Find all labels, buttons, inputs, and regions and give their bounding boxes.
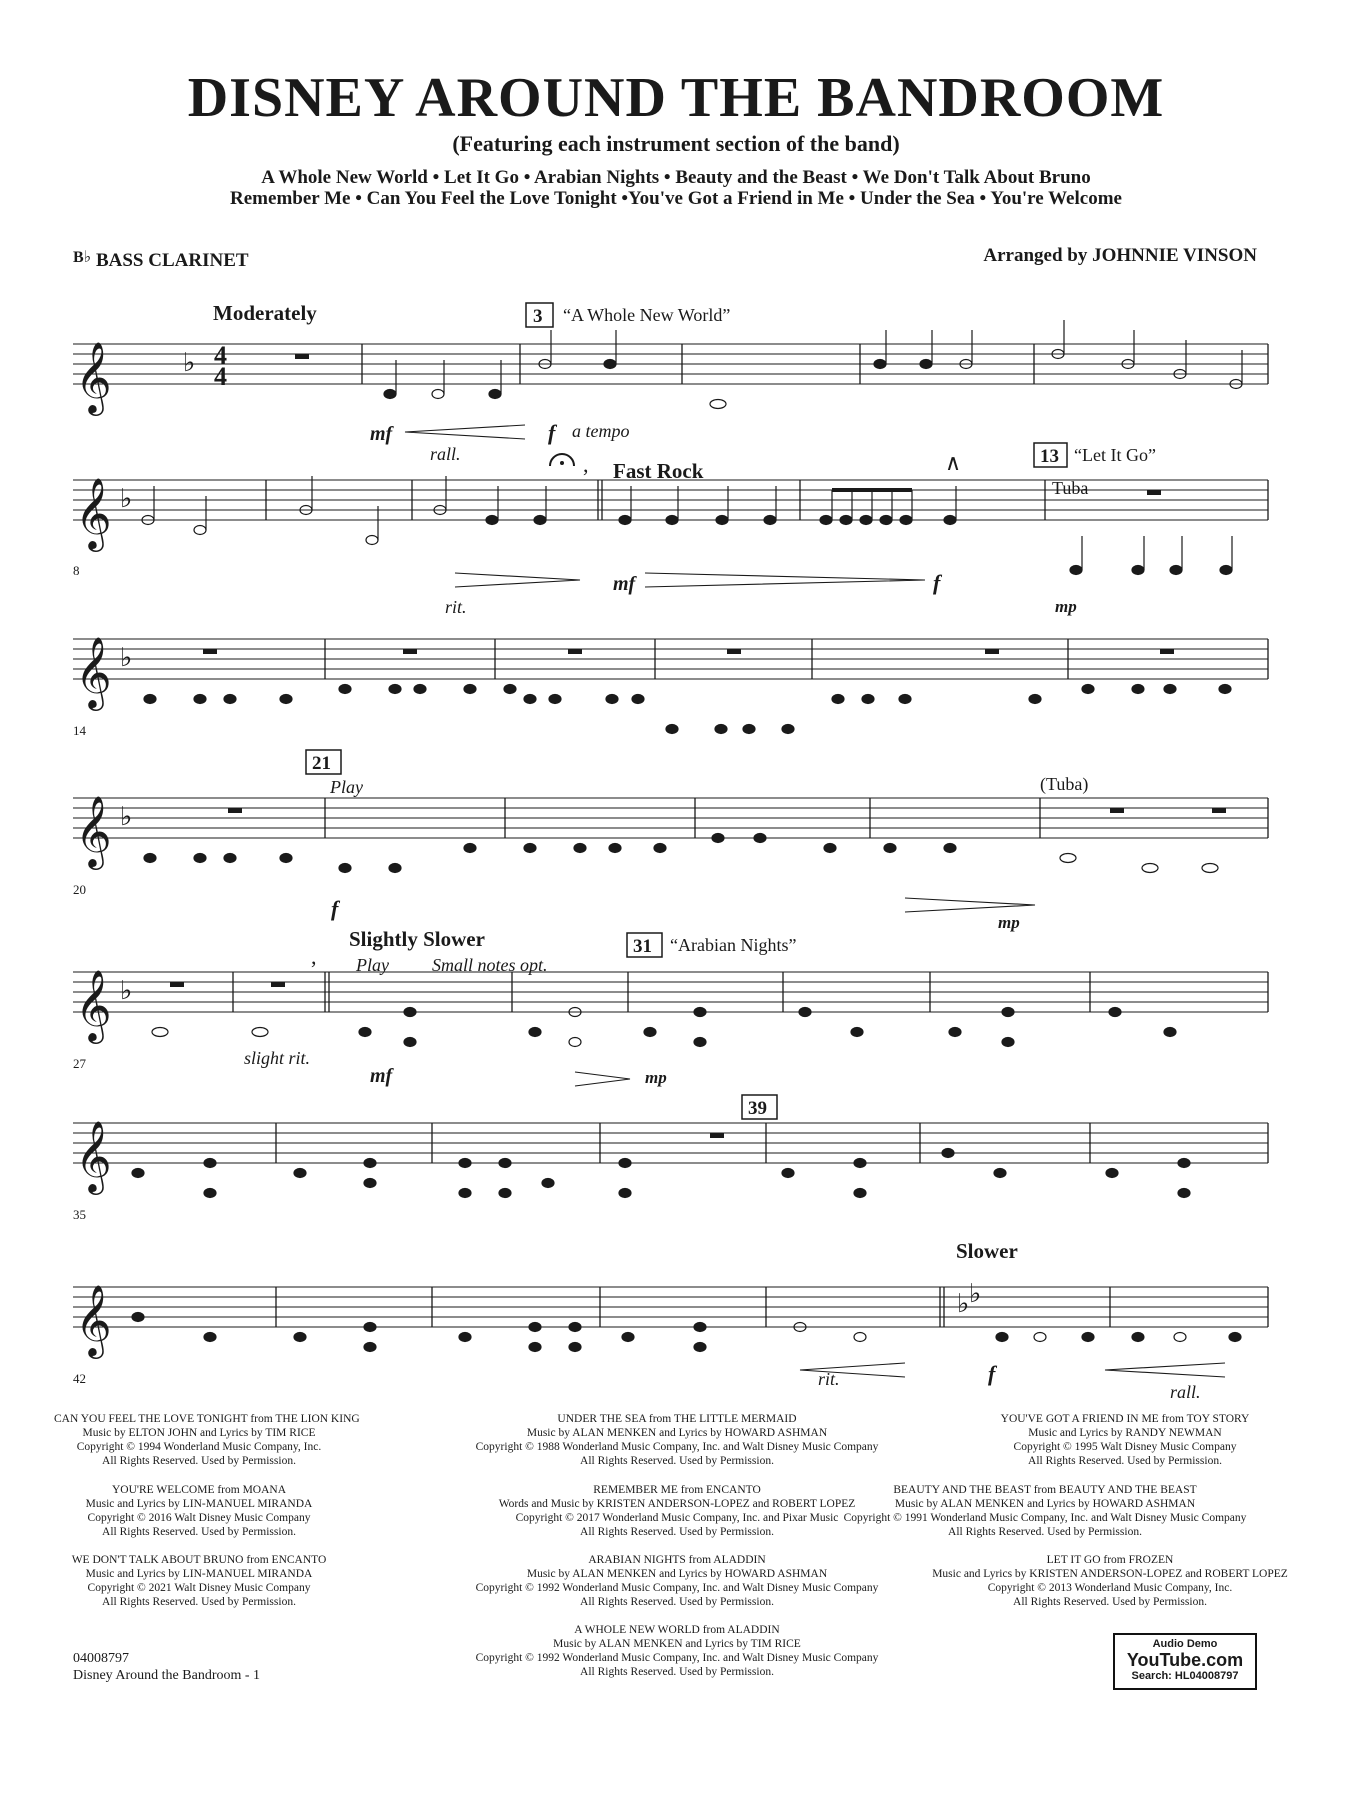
credit-line: Music by ELTON JOHN and Lyrics by TIM RICE xyxy=(82,1427,316,1439)
page-label: Disney Around the Bandroom - 1 xyxy=(73,1668,261,1683)
treble-clef-icon: 𝄞 xyxy=(75,480,112,548)
rehearsal-mark: 3 xyxy=(533,306,543,327)
credit-line: All Rights Reserved. Used by Permission. xyxy=(580,1526,774,1538)
rehearsal-boxes xyxy=(306,303,1067,1119)
credit-line: Copyright © 2017 Wonderland Music Company, Inc. and Pixar Music xyxy=(515,1512,839,1524)
footer-info xyxy=(73,1650,260,1684)
credit-block xyxy=(432,1553,922,1609)
flat-icon: ♭ xyxy=(957,1289,970,1318)
staff-3 xyxy=(73,639,1268,679)
song-title-marker: “A Whole New World” xyxy=(563,305,731,325)
staff-4-notes xyxy=(144,834,1218,873)
credit-block xyxy=(432,1623,922,1679)
flat-icon: ♭ xyxy=(969,1279,982,1308)
credit-line: Copyright © 1988 Wonderland Music Company, Inc. and Walt Disney Music Company xyxy=(475,1441,879,1453)
tempo-marking: Moderately xyxy=(213,301,317,325)
breath-mark-icon: , xyxy=(583,452,589,477)
tempo-change: slight rit. xyxy=(244,1048,311,1068)
measure-number: 20 xyxy=(73,882,86,897)
dynamic-marking: mf xyxy=(613,573,636,595)
staff-1 xyxy=(73,344,1268,384)
credit-line: Words and Music by KRISTEN ANDERSON-LOPEZ and ROBERT LOPEZ xyxy=(498,1498,856,1510)
staff-7 xyxy=(73,1287,1268,1327)
staff-4 xyxy=(73,798,1268,838)
credit-line: LET IT GO from FROZEN xyxy=(1046,1554,1174,1566)
play-instruction: Play xyxy=(356,955,389,975)
part-cue: (Tuba) xyxy=(1040,774,1089,794)
credit-line: WE DON'T TALK ABOUT BRUNO from ENCANTO xyxy=(71,1554,327,1566)
song-list-line-2: Remember Me • Can You Feel the Love Tonight •You've Got a Friend in Me • Under the Sea • You're Welcome xyxy=(230,188,1122,209)
flat-icon: ♭ xyxy=(183,348,196,377)
credit-line: Music by ALAN MENKEN and Lyrics by HOWARD ASHMAN xyxy=(894,1498,1196,1510)
credit-line: All Rights Reserved. Used by Permission. xyxy=(102,1596,296,1608)
tempo-change: a tempo xyxy=(572,421,630,441)
credit-block xyxy=(910,1553,1310,1609)
treble-clef-icon: 𝄞 xyxy=(75,1287,112,1355)
credit-line: All Rights Reserved. Used by Permission. xyxy=(580,1596,774,1608)
arranger: Arranged by JOHNNIE VINSON xyxy=(983,245,1257,266)
credit-line: Music by ALAN MENKEN and Lyrics by HOWARD ASHMAN xyxy=(526,1568,828,1580)
rehearsal-mark: 31 xyxy=(633,936,652,957)
credit-line: All Rights Reserved. Used by Permission. xyxy=(948,1526,1142,1538)
credit-line: YOU'VE GOT A FRIEND IN ME from TOY STORY xyxy=(1000,1413,1250,1425)
credit-line: UNDER THE SEA from THE LITTLE MERMAID xyxy=(557,1413,797,1425)
rehearsal-mark: 13 xyxy=(1040,446,1059,467)
tempo-marking: Fast Rock xyxy=(613,459,704,483)
accent-icon: ∧ xyxy=(945,450,962,475)
dynamic-marking: f xyxy=(331,896,339,921)
tempo-change: rit. xyxy=(818,1369,840,1389)
flat-icon: ♭ xyxy=(120,802,133,831)
credit-line: Music and Lyrics by LIN-MANUEL MIRANDA xyxy=(85,1568,313,1580)
credit-line: All Rights Reserved. Used by Permission. xyxy=(1028,1455,1222,1467)
credit-line: A WHOLE NEW WORLD from ALADDIN xyxy=(574,1624,780,1636)
dynamic-marking: mf xyxy=(370,423,393,445)
treble-clef-icon: 𝄞 xyxy=(75,344,112,412)
credit-line: All Rights Reserved. Used by Permission. xyxy=(580,1666,774,1678)
credit-line: Music and Lyrics by LIN-MANUEL MIRANDA xyxy=(85,1498,313,1510)
credit-block xyxy=(432,1412,922,1468)
measure-number: 14 xyxy=(73,723,86,738)
credit-line: All Rights Reserved. Used by Permission. xyxy=(580,1455,774,1467)
measure-number: 27 xyxy=(73,1056,86,1071)
staff-6 xyxy=(73,1123,1268,1163)
credit-line: All Rights Reserved. Used by Permission. xyxy=(102,1526,296,1538)
credit-line: BEAUTY AND THE BEAST from BEAUTY AND THE BEAST xyxy=(893,1484,1197,1496)
dynamic-marking: mp xyxy=(1055,597,1077,616)
audio-demo-box xyxy=(1113,1633,1257,1690)
song-list-line-1: A Whole New World • Let It Go • Arabian Nights • Beauty and the Beast • We Don't Talk About Bruno xyxy=(261,167,1091,188)
flat-icon: ♭ xyxy=(120,976,133,1005)
bar-lines xyxy=(233,344,1268,1327)
credit-block xyxy=(800,1483,1290,1539)
credit-block xyxy=(54,1483,344,1539)
credit-line: REMEMBER ME from ENCANTO xyxy=(593,1484,761,1496)
dynamic-marking: f xyxy=(933,570,941,595)
fermata-dot-icon xyxy=(560,461,564,465)
staff-5-notes xyxy=(152,1008,1176,1047)
instrument-flat: B♭ xyxy=(73,249,92,266)
staff-3-notes xyxy=(144,685,1231,734)
flat-icon: ♭ xyxy=(120,484,133,513)
tempo-change: rall. xyxy=(430,444,461,464)
page-title: DISNEY AROUND THE BANDROOM xyxy=(187,67,1165,129)
credit-block xyxy=(54,1553,344,1609)
measure-number: 35 xyxy=(73,1207,86,1222)
rehearsal-mark: 21 xyxy=(312,753,331,774)
credit-line: All Rights Reserved. Used by Permission. xyxy=(102,1455,296,1467)
credit-line: Music by ALAN MENKEN and Lyrics by TIM RICE xyxy=(553,1638,801,1650)
credit-line: Copyright © 2016 Walt Disney Music Company xyxy=(87,1512,311,1524)
credit-block xyxy=(54,1412,360,1468)
instrument-label: BASS CLARINET xyxy=(95,250,249,271)
staff-6-notes xyxy=(132,1149,1190,1198)
measure-number: 8 xyxy=(73,563,80,578)
time-sig-bottom: 4 xyxy=(214,362,227,391)
tempo-marking: Slightly Slower xyxy=(349,927,485,951)
credit-line: ARABIAN NIGHTS from ALADDIN xyxy=(588,1554,766,1566)
credit-line: Music and Lyrics by KRISTEN ANDERSON-LOPEZ and ROBERT LOPEZ xyxy=(932,1568,1288,1580)
credit-line: Copyright © 2021 Walt Disney Music Company xyxy=(87,1582,311,1594)
song-title-marker: “Arabian Nights” xyxy=(670,935,797,955)
song-title-marker: “Let It Go” xyxy=(1074,445,1156,465)
treble-clef-icon: 𝄞 xyxy=(75,639,112,707)
credit-block xyxy=(980,1412,1270,1468)
flat-icon: ♭ xyxy=(120,643,133,672)
play-instruction: Play xyxy=(330,777,363,797)
treble-clef-icon: 𝄞 xyxy=(75,1123,112,1191)
credit-line: Copyright © 1992 Wonderland Music Company, Inc. and Walt Disney Music Company xyxy=(475,1652,879,1664)
treble-clef-icon: 𝄞 xyxy=(75,972,112,1040)
dynamic-marking: f xyxy=(988,1361,996,1386)
credit-line: Copyright © 1995 Walt Disney Music Company xyxy=(1013,1441,1237,1453)
staff-7-notes xyxy=(132,1313,1241,1352)
search-code: Search: HL04008797 xyxy=(1131,1670,1239,1682)
credit-line: Copyright © 1994 Wonderland Music Company, Inc. xyxy=(76,1441,322,1453)
staff-2 xyxy=(73,480,1268,520)
credit-line: Copyright © 2013 Wonderland Music Company, Inc. xyxy=(987,1582,1233,1594)
credit-line: Copyright © 1992 Wonderland Music Company, Inc. and Walt Disney Music Company xyxy=(475,1582,879,1594)
audio-demo-label: Audio Demo xyxy=(1152,1638,1218,1650)
dynamic-marking: mp xyxy=(998,913,1020,932)
credit-line: All Rights Reserved. Used by Permission. xyxy=(1013,1596,1207,1608)
dynamic-marking: mf xyxy=(370,1065,393,1087)
page-subtitle: (Featuring each instrument section of the band) xyxy=(452,131,900,156)
breath-mark-icon: , xyxy=(311,944,317,969)
catalog-number: 04008797 xyxy=(73,1651,129,1666)
tempo-change: rit. xyxy=(445,597,467,617)
part-cue: Tuba xyxy=(1052,478,1089,498)
time-signature xyxy=(214,341,227,391)
credit-line: YOU'RE WELCOME from MOANA xyxy=(111,1484,287,1496)
tempo-change: rall. xyxy=(1170,1382,1201,1402)
time-sig-top: 4 xyxy=(214,341,227,370)
youtube-label: YouTube.com xyxy=(1126,1650,1244,1670)
treble-clef-icon: 𝄞 xyxy=(75,798,112,866)
credit-line: CAN YOU FEEL THE LOVE TONIGHT from THE LION KING xyxy=(54,1413,360,1425)
articulations xyxy=(311,450,961,969)
dynamic-marking: f xyxy=(548,420,556,445)
credit-line: Copyright © 1991 Wonderland Music Company, Inc. and Walt Disney Music Company xyxy=(843,1512,1247,1524)
credit-line: Music and Lyrics by RANDY NEWMAN xyxy=(1028,1427,1222,1439)
small-notes-note: Small notes opt. xyxy=(432,955,548,975)
rehearsal-mark: 39 xyxy=(748,1098,767,1119)
measure-number: 42 xyxy=(73,1371,86,1386)
tempo-marking: Slower xyxy=(956,1239,1018,1263)
dynamic-marking: mp xyxy=(645,1068,667,1087)
staff-5 xyxy=(73,972,1268,1012)
credit-line: Music by ALAN MENKEN and Lyrics by HOWARD ASHMAN xyxy=(526,1427,828,1439)
hairpins xyxy=(405,425,1225,1377)
